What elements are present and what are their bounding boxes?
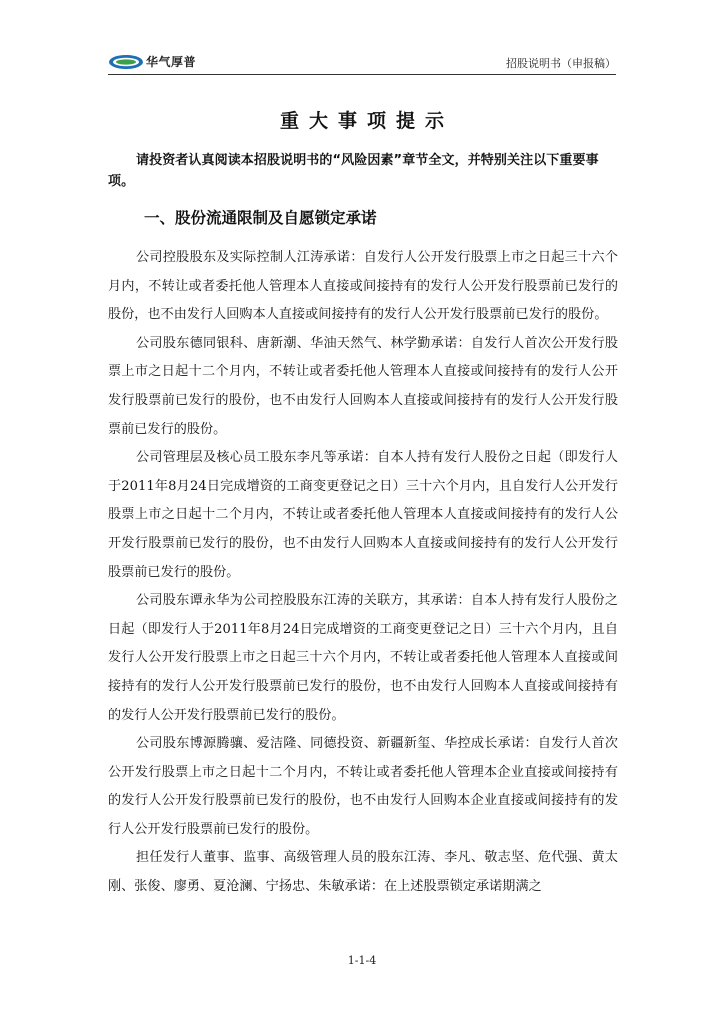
paragraph-5: 公司股东博源腾骧、爱洁隆、同德投资、新疆新玺、华控成长承诺：自发行人首次公开发行股票上市之日起十二个月内，不转让或者委托他人管理本企业直接或间接持有的发行人公开发行股票前已发行的股份，也不由发行人回购本企业直接或间接持有的发行人公开发行股票前已发行的股份。: [108, 736, 618, 837]
page-header: [108, 50, 616, 75]
page-number: 1-1-4: [347, 954, 377, 967]
body-text: [108, 244, 618, 902]
intro-notice: 请投资者认真阅读本招股说明书的“风险因素”章节全文，并特别关注以下重要事项。: [108, 153, 599, 189]
section-heading: 一、股份流通限制及自愿锁定承诺: [144, 209, 377, 227]
paragraph-1: 公司控股股东及实际控制人江涛承诺：自发行人公开发行股票上市之日起三十六个月内，不转让或者委托他人管理本人直接或间接持有的发行人公开发行股票前已发行的股份，也不由发行人回购本人直接或间接持有的发行人公开发行股票前已发行的股份。: [108, 250, 618, 323]
company-logo: [108, 53, 196, 70]
page-title: 重大事项提示: [279, 110, 454, 132]
paragraph-2: 公司股东德同银科、唐新潮、华油天然气、林学勤承诺：自发行人首次公开发行股票上市之日起十二个月内，不转让或者委托他人管理本人直接或间接持有的发行人公开发行股票前已发行的股份，也不由发行人回购本人直接或间接持有的发行人公开发行股票前已发行的股份。: [108, 335, 618, 437]
company-name: 华气厚普: [146, 55, 197, 69]
paragraph-6: 担任发行人董事、监事、高级管理人员的股东江涛、李凡、敬志坚、危代强、黄太刚、张俊、廖勇、夏沧澜、宁扬忠、朱敏承诺：在上述股票锁定承诺期满之: [108, 850, 618, 895]
paragraph-4: 公司股东谭永华为公司控股股东江涛的关联方，其承诺：自本人持有发行人股份之日起（即发行人于2011年8月24日完成增资的工商变更登记之日）三十六个月内，且自发行人公开发行股票上市之日起三十六个月内，不转让或者委托他人管理本人直接或间接持有的发行人公开发行股票前已发行的股份，也不由发行人回购本人直接或间接持有的发行人公开发行股票前已发行的股份。: [108, 593, 618, 723]
document-title: 招股说明书（申报稿）: [506, 57, 616, 70]
company-logo-icon: [108, 54, 144, 70]
paragraph-3: 公司管理层及核心员工股东李凡等承诺：自本人持有发行人股份之日起（即发行人于2011年8月24日完成增资的工商变更登记之日）三十六个月内，且自发行人公开发行股票上市之日起十二个月内，不转让或者委托他人管理本人直接或间接持有的发行人公开发行股票前已发行的股份，也不由发行人回购本人直接或间接持有的发行人公开发行股票前已发行的股份。: [108, 450, 618, 580]
